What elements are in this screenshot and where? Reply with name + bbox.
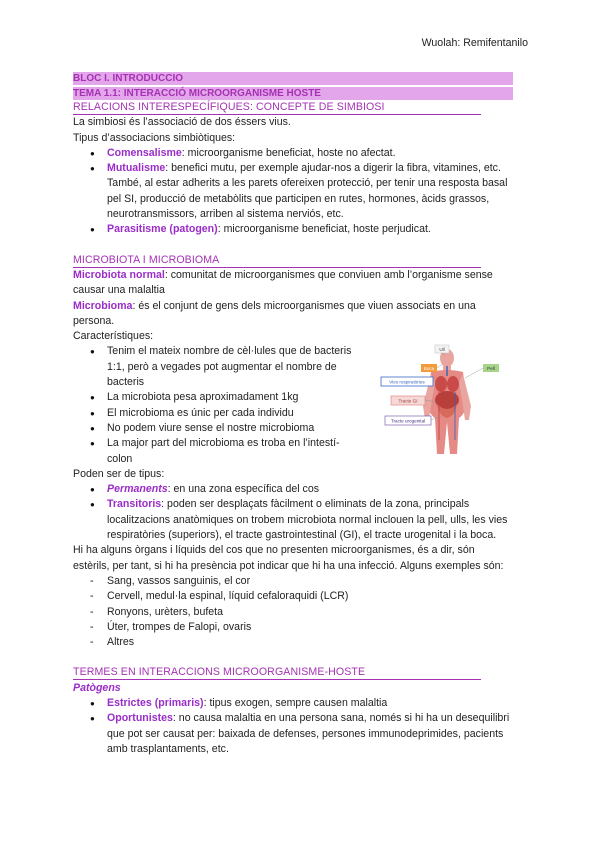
document-page	[73, 72, 513, 757]
list-item: ● La microbiota pesa aproximadament 1kg	[107, 390, 353, 405]
list-item: ● Comensalisme: microorganisme beneficiat, hoste no afectat.	[107, 146, 513, 161]
list-item: - Sang, vassos sanguinis, el cor	[107, 574, 513, 589]
symbiosis-list	[73, 146, 513, 238]
paragraph: Tipus d’associacions simbiòtiques:	[73, 131, 236, 144]
microbiota-body-figure	[379, 344, 511, 456]
section-heading-termes: TERMES EN INTERACCIONS MICROORGANISME-HOSTE	[73, 665, 513, 680]
characteristics-block	[73, 344, 513, 466]
list-item: - Ronyons, urèters, bufeta	[107, 605, 513, 620]
list-item: ● No podem viure sense el nostre microbioma	[107, 421, 353, 436]
label-vies-text: Vies respiratòries	[389, 379, 425, 385]
list-item: - Úter, trompes de Falopi, ovaris	[107, 620, 513, 635]
list-item: ● El microbioma es únic per cada individu	[107, 406, 353, 421]
paragraph: Poden ser de tipus:	[73, 467, 165, 480]
label-urogenital-text: Tracte urogenital	[390, 418, 426, 424]
list-item: ● Mutualisme: benefici mutu, per exemple ajudar-nos a digerir la fibra, vitamines, etc. També, al estar adherits a les parets ofereixen protecció, per tenir una resposta basal pel SI, producció de metabòlits que participen en rutes, hormones, àcids grassos, neurotransmissors, arriben al sistema nerviós, etc.	[107, 161, 513, 222]
definition-microbioma: Microbioma: és el conjunt de gens dels microorganismes que viuen associats en una persona.	[73, 299, 476, 327]
label-pell-text: Pell	[487, 366, 495, 372]
sterile-examples-list	[73, 574, 513, 650]
tema-title: TEMA 1.1: INTERACCIÓ MICROORGANISME HOSTE	[73, 87, 513, 100]
list-item: ● Tenim el mateix nombre de cèl·lules que de bacteris 1:1, però a vegades pot augmentar el nombre de bacteris	[107, 344, 353, 390]
paragraph: Característiques:	[73, 330, 154, 343]
paragraph: La simbiosi és l’associació de dos éssers vius.	[73, 116, 291, 129]
paragraph: Hi ha alguns òrgans i líquids del cos que no presenten microorganismes, és a dir, són estèrils, per tant, si hi ha presència pot indicar que hi ha una infecció. Alguns exemples són:	[73, 544, 504, 572]
bloc-title: BLOC I. INTRODUCCIO	[73, 72, 513, 85]
label-boca-text: Boca	[423, 366, 435, 372]
section-heading-microbiota: MICROBIOTA I MICROBIOMA	[73, 253, 513, 268]
list-item: ● Permanents: en una zona específica del cos	[107, 482, 513, 497]
label-ull-text: Ull	[439, 347, 445, 353]
list-item: ● Parasitisme (patogen): microorganisme beneficiat, hoste perjudicat.	[107, 222, 513, 237]
list-item: - Cervell, medul·la espinal, líquid cefaloraquidi (LCR)	[107, 589, 513, 604]
characteristics-list	[73, 344, 353, 466]
definition-microbiota: Microbiota normal: comunitat de microorganismes que conviuen amb l’organisme sense causar una malaltia	[73, 268, 493, 297]
pathogens-list	[73, 696, 513, 757]
list-item: ● Estrictes (primaris): tipus exogen, sempre causen malaltia	[107, 696, 513, 711]
list-item: ● Oportunistes: no causa malaltia en una persona sana, només si hi ha un desequilibri que pot ser causat per: baixada de defenses, persones immunodeprimides, pacients amb trasplantaments, etc.	[107, 711, 513, 757]
subheading-patogens: Patògens	[73, 681, 121, 694]
types-list	[73, 482, 513, 543]
list-item: ● Transitoris: poden ser desplaçats fàcilment o eliminats de la zona, principals localitzacions anatòmiques on trobem microbiota normal inclouen la pell, ulls, les vies respiratòries (superiors), el tracte gastrointestinal (GI), el tracte urogenital i la boca.	[107, 497, 513, 543]
watermark-header: Wuolah: Remifentanilo	[421, 37, 528, 49]
list-item: ● La major part del microbioma es troba en l’intestí-colon	[107, 436, 353, 467]
list-item: - Altres	[107, 635, 513, 650]
label-tracte-gi-text: Tracte GI	[398, 398, 418, 404]
section-heading-simbiosi: RELACIONS INTERESPECÍFIQUES: CONCEPTE DE SIMBIOSI	[73, 100, 513, 115]
